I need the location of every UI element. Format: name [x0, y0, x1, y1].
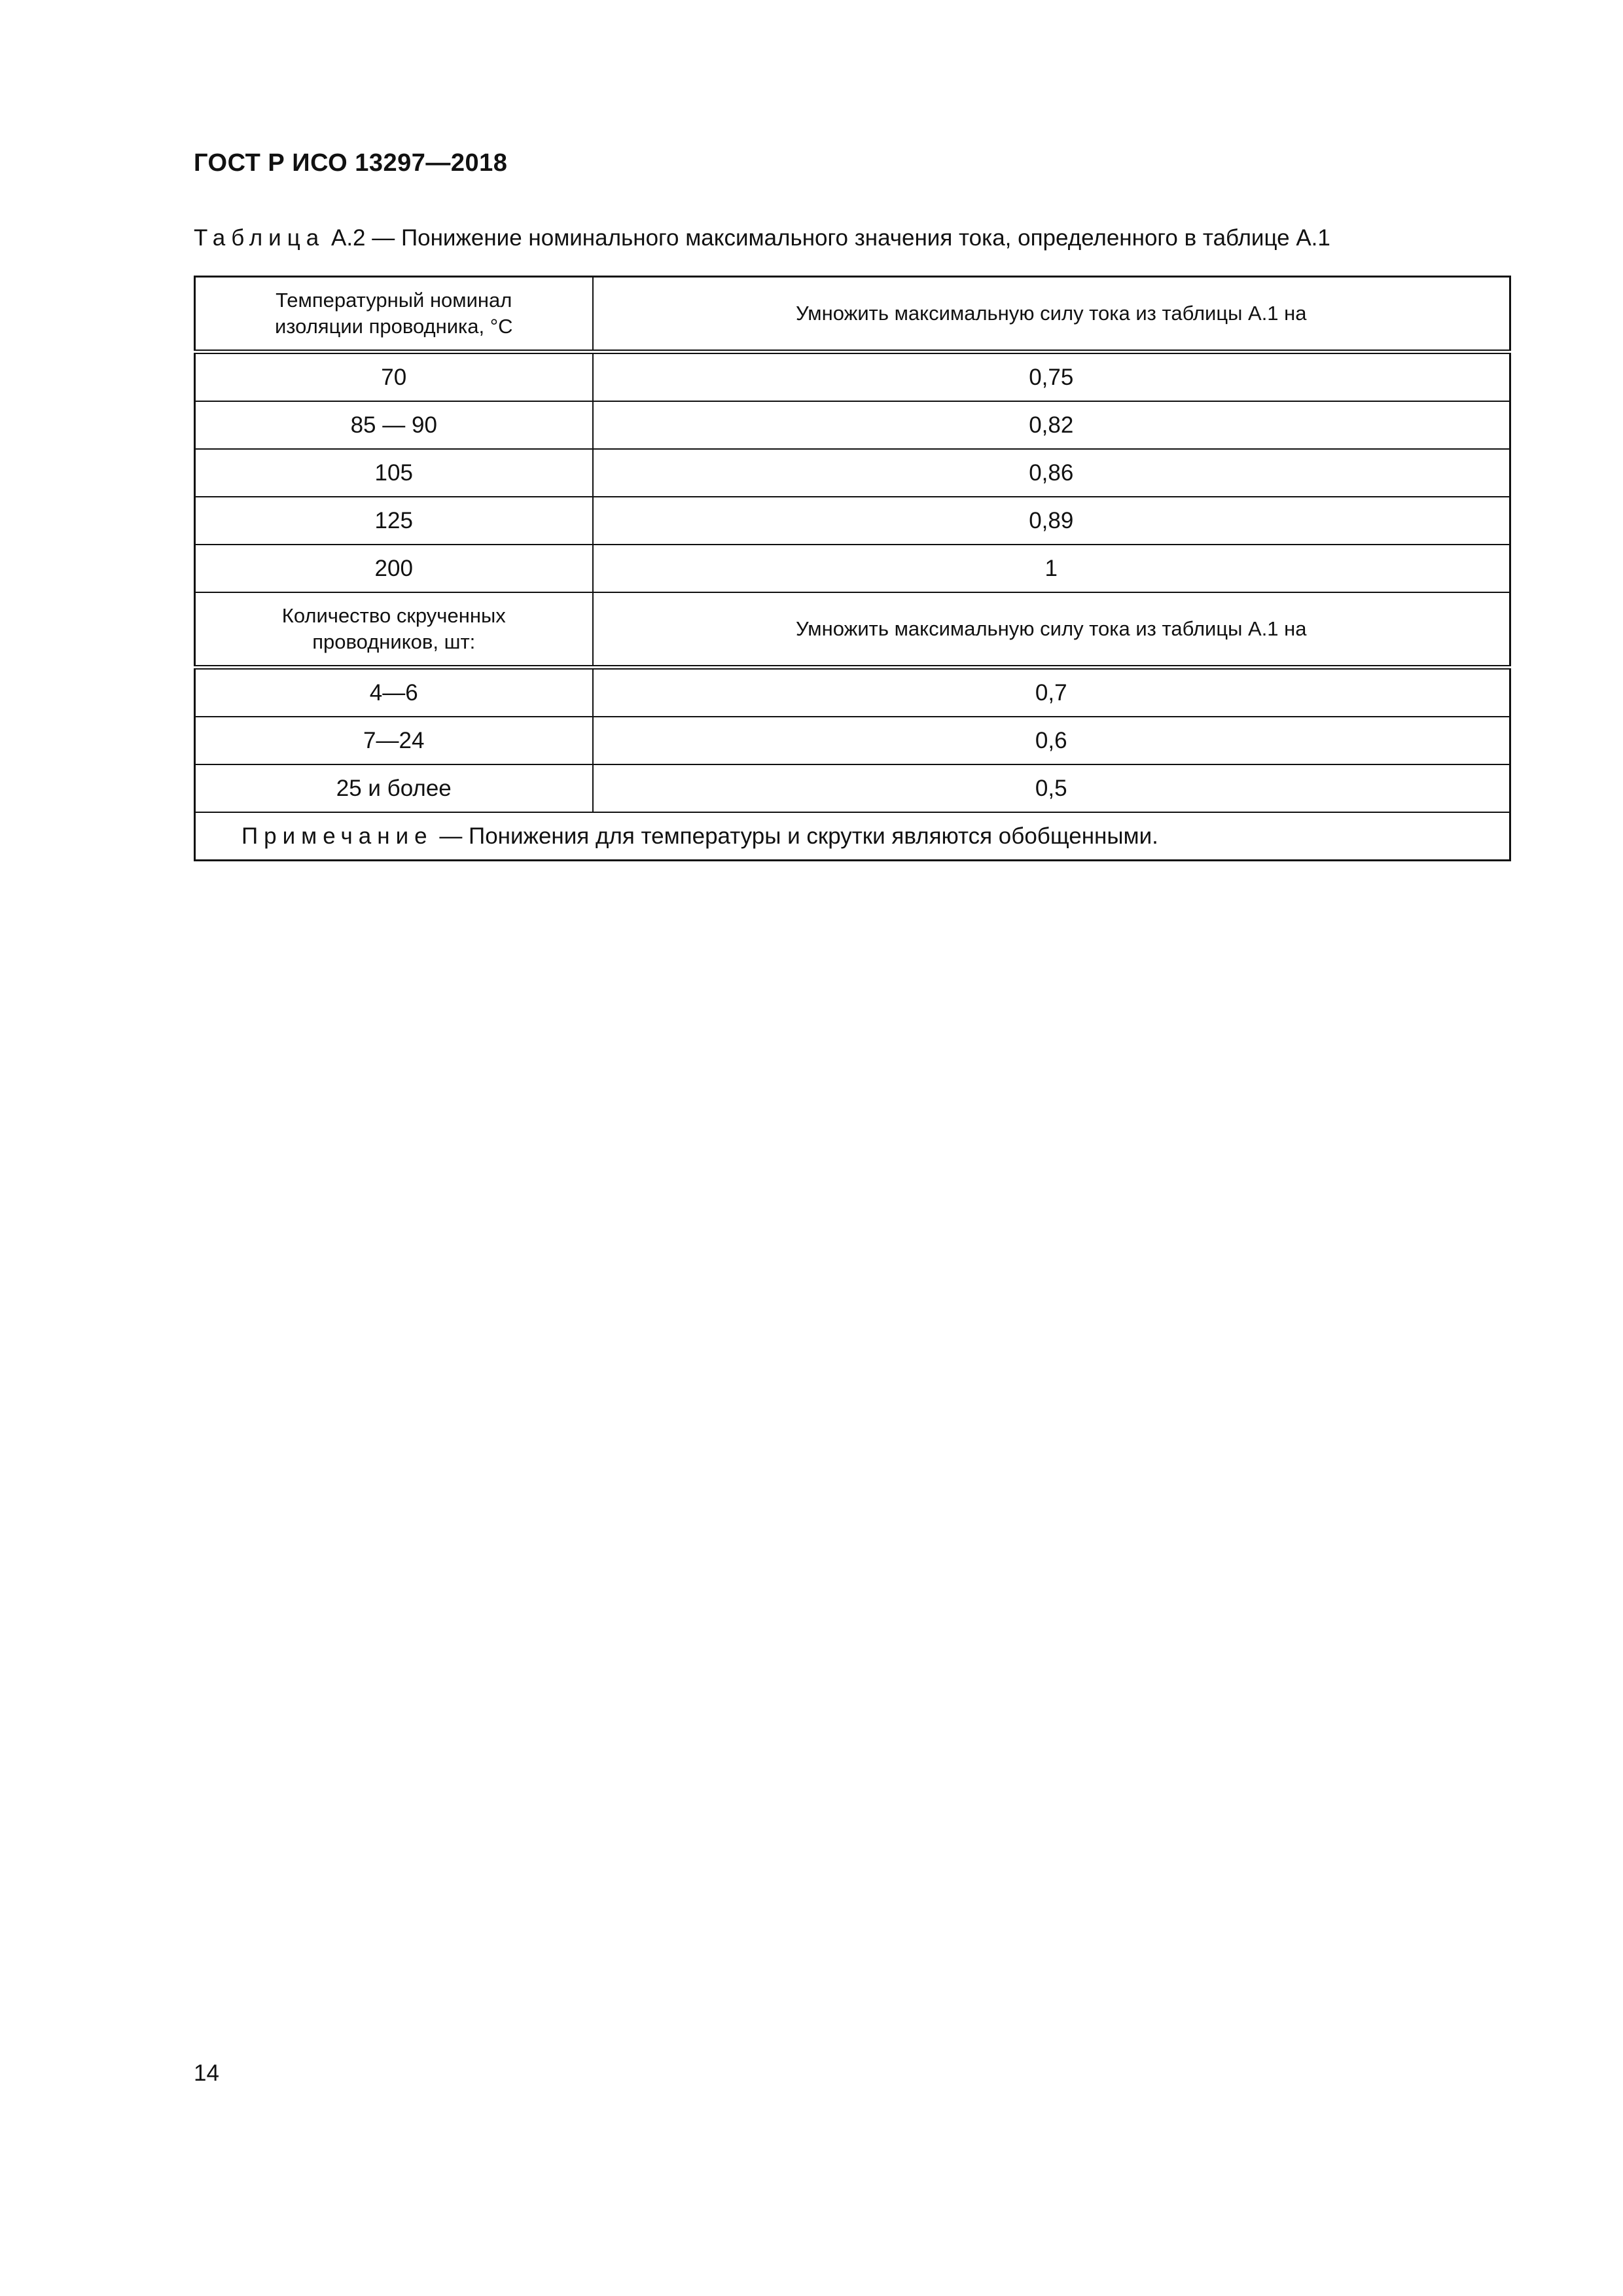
table-row [195, 764, 1510, 812]
header-cell-line: Количество скрученных [281, 604, 506, 627]
table-row [195, 668, 1510, 717]
table-caption-label: Таблица [194, 225, 325, 251]
cell-param: 200 [195, 545, 593, 592]
page-number: 14 [194, 2060, 219, 2086]
cell-param: 125 [195, 497, 593, 545]
cell-param: 7—24 [195, 717, 593, 764]
table-row [195, 497, 1510, 545]
note-label: Примечание [241, 823, 433, 849]
table-row [195, 545, 1510, 592]
cell-param: 105 [195, 449, 593, 497]
standard-id: ГОСТ Р ИСО 13297—2018 [194, 149, 508, 177]
cell-factor: 0,86 [593, 449, 1510, 497]
header-cell-multiplier: Умножить максимальную силу тока из таблицы А.1 на [593, 592, 1510, 668]
table-note-row [195, 812, 1510, 861]
cell-factor: 0,89 [593, 497, 1510, 545]
table-row [195, 352, 1510, 402]
table-caption-text: А.2 — Понижение номинального максимального значения тока, определенного в таблице А.1 [330, 225, 1330, 251]
cell-factor: 0,82 [593, 401, 1510, 449]
cell-param: 70 [195, 352, 593, 402]
cell-param: 4—6 [195, 668, 593, 717]
note-text: — Понижения для температуры и скрутки являются обобщенными. [433, 823, 1158, 849]
table-header-row-strands [195, 592, 1510, 668]
table-row [195, 401, 1510, 449]
document-header [194, 149, 507, 177]
cell-factor: 0,5 [593, 764, 1510, 812]
header-cell-line: проводников, шт: [312, 630, 476, 653]
header-cell-line: Температурный номинал [276, 289, 512, 312]
header-cell-line: изоляции проводника, °С [274, 315, 513, 338]
cell-factor: 0,7 [593, 668, 1510, 717]
header-cell-strand-count [195, 592, 593, 668]
table-row [195, 449, 1510, 497]
cell-factor: 0,75 [593, 352, 1510, 402]
cell-param: 85 — 90 [195, 401, 593, 449]
table-row [195, 717, 1510, 764]
cell-param: 25 и более [195, 764, 593, 812]
cell-factor: 1 [593, 545, 1510, 592]
derating-table [194, 276, 1511, 861]
table-caption [194, 225, 1330, 251]
table-header-row-temperature [195, 277, 1510, 352]
cell-factor: 0,6 [593, 717, 1510, 764]
header-cell-temperature-rating [195, 277, 593, 352]
header-cell-multiplier: Умножить максимальную силу тока из таблицы А.1 на [593, 277, 1510, 352]
table-note [195, 812, 1510, 861]
